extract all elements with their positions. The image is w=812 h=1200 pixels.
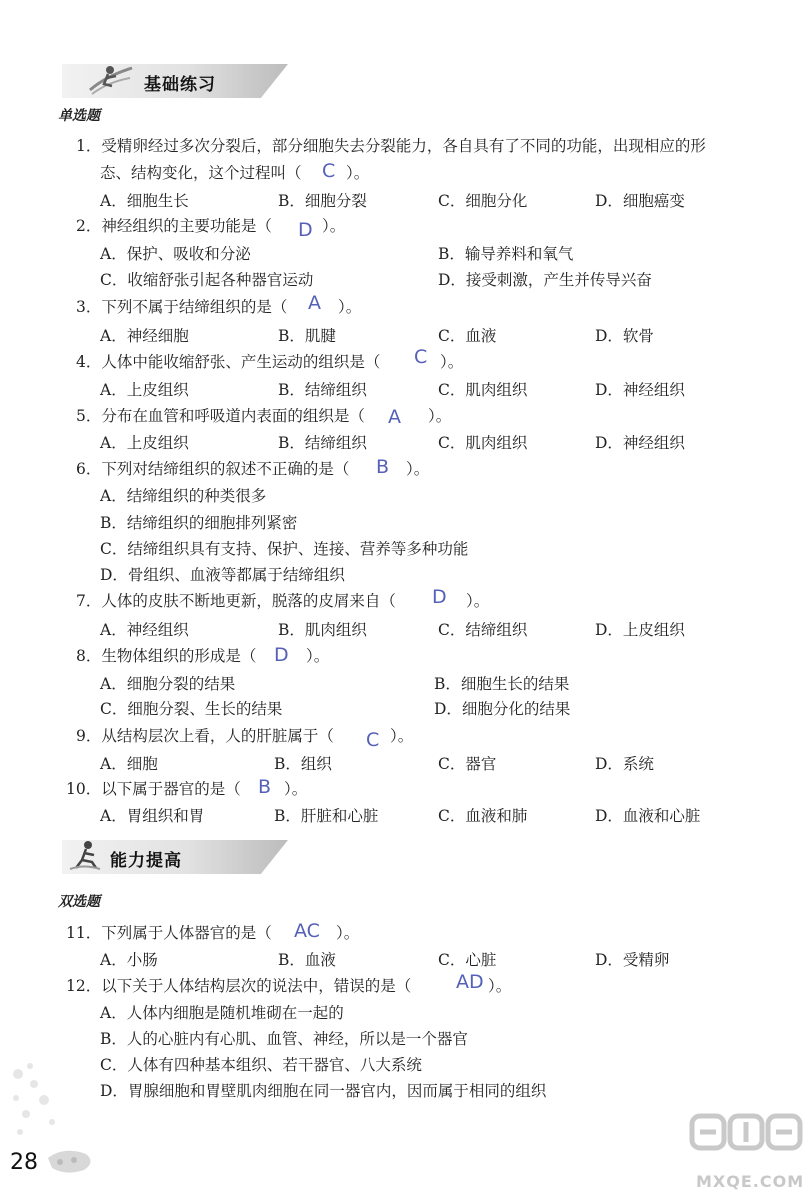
- q11-option-a: A．小肠: [100, 951, 158, 969]
- question-11-tail: ）。: [336, 924, 360, 942]
- question-3-tail: ）。: [338, 298, 362, 316]
- section-title-advanced: 能力提高: [110, 851, 182, 871]
- answer-2: D: [298, 219, 313, 241]
- question-2-stem: 2．神经组织的主要功能是（: [76, 217, 272, 235]
- q2-option-b: B．输导养料和氧气: [438, 245, 574, 263]
- section-title-basic: 基础练习: [144, 75, 216, 95]
- question-6-tail: ）。: [406, 460, 430, 478]
- q10-option-b: B．肝脏和心脏: [274, 807, 379, 825]
- q5-option-d: D．神经组织: [595, 434, 685, 452]
- question-7-stem: 7．人体的皮肤不断地更新，脱落的皮屑来自（: [76, 592, 396, 610]
- question-8-stem: 8．生物体组织的形成是（: [76, 647, 257, 665]
- answer-3: A: [308, 292, 321, 314]
- q4-option-c: C．肌肉组织: [438, 381, 528, 399]
- q12-option-c: C．人体有四种基本组织、若干器官、八大系统: [100, 1056, 422, 1074]
- q2-option-d: D．接受刺激，产生并传导兴奋: [438, 271, 652, 289]
- q4-option-b: B．结缔组织: [278, 381, 367, 399]
- q5-option-c: C．肌肉组织: [438, 434, 528, 452]
- q7-option-d: D．上皮组织: [595, 621, 685, 639]
- q9-option-a: A．细胞: [100, 755, 158, 773]
- reading-figure-icon: [66, 838, 106, 872]
- q5-option-a: A．上皮组织: [100, 434, 189, 452]
- question-2-tail: ）。: [322, 217, 346, 235]
- q3-option-d: D．软骨: [595, 327, 654, 345]
- answer-10: B: [258, 776, 272, 798]
- runner-icon: [86, 62, 136, 96]
- q8-option-d: D．细胞分化的结果: [434, 700, 571, 718]
- question-7-tail: ）。: [466, 592, 490, 610]
- q5-option-b: B．结缔组织: [278, 434, 367, 452]
- answer-7: D: [432, 586, 447, 608]
- section-subtitle-single: 单选题: [58, 108, 100, 124]
- q10-option-d: D．血液和心脏: [595, 807, 701, 825]
- question-10-stem: 10．以下属于器官的是（: [66, 780, 241, 798]
- q9-option-c: C．器官: [438, 755, 497, 773]
- question-1-line2b: ）。: [346, 164, 370, 182]
- question-5-tail: ）。: [428, 407, 452, 425]
- question-12-stem: 12．以下关于人体结构层次的说法中，错误的是（: [66, 977, 412, 995]
- q6-option-d: D．骨组织、血液等都属于结缔组织: [100, 566, 345, 584]
- question-11-stem: 11．下列属于人体器官的是（: [66, 924, 272, 942]
- q12-option-d: D．胃腺细胞和胃壁肌肉细胞在同一器官内，因而属于相同的组织: [100, 1082, 547, 1100]
- q10-option-c: C．血液和肺: [438, 807, 528, 825]
- q8-option-a: A．细胞分裂的结果: [100, 675, 236, 693]
- answer-9: C: [366, 729, 380, 751]
- question-12-tail: ）。: [488, 977, 512, 995]
- q11-option-d: D．受精卵: [595, 951, 670, 969]
- q3-option-b: B．肌腱: [278, 327, 336, 345]
- page-number: 28: [10, 1150, 38, 1175]
- q10-option-a: A．胃组织和胃: [100, 807, 205, 825]
- q7-option-b: B．肌肉组织: [278, 621, 367, 639]
- answer-6: B: [376, 456, 390, 478]
- q2-option-c: C．收缩舒张引起各种器官运动: [100, 271, 314, 289]
- q11-option-c: C．心脏: [438, 951, 497, 969]
- question-1-line1: 1．受精卵经过多次分裂后，部分细胞失去分裂能力，各自具有了不同的功能，出现相应的形: [76, 137, 706, 155]
- q2-option-a: A．保护、吸收和分泌: [100, 245, 251, 263]
- question-6-stem: 6．下列对结缔组织的叙述不正确的是（: [76, 460, 350, 478]
- q6-option-c: C．结缔组织具有支持、保护、连接、营养等多种功能: [100, 540, 469, 558]
- answer-8: D: [274, 644, 289, 666]
- question-4-tail: ）。: [440, 353, 464, 371]
- q7-option-c: C．结缔组织: [438, 621, 528, 639]
- q4-option-a: A．上皮组织: [100, 381, 189, 399]
- q3-option-a: A．神经细胞: [100, 327, 189, 345]
- answer-11: AC: [294, 920, 320, 942]
- section-subtitle-double: 双选题: [58, 894, 100, 910]
- question-9-tail: ）。: [390, 727, 414, 745]
- q1-option-b: B．细胞分裂: [278, 192, 367, 210]
- q1-option-c: C．细胞分化: [438, 192, 528, 210]
- q8-option-b: B．细胞生长的结果: [434, 675, 570, 693]
- q9-option-b: B．组织: [274, 755, 332, 773]
- q12-option-b: B．人的心脏内有心肌、血管、神经，所以是一个器官: [100, 1030, 468, 1048]
- answer-1: C: [322, 160, 336, 182]
- q11-option-b: B．血液: [278, 951, 336, 969]
- q1-option-a: A．细胞生长: [100, 192, 189, 210]
- question-4-stem: 4．人体中能收缩舒张、产生运动的组织是（: [76, 353, 381, 371]
- q1-option-d: D．细胞癌变: [595, 192, 685, 210]
- question-3-stem: 3．下列不属于结缔组织的是（: [76, 298, 288, 316]
- q3-option-c: C．血液: [438, 327, 497, 345]
- question-8-tail: ）。: [306, 647, 330, 665]
- question-5-stem: 5．分布在血管和呼吸道内表面的组织是（: [76, 407, 365, 425]
- question-9-stem: 9．从结构层次上看，人的肝脏属于（: [76, 727, 334, 745]
- q6-option-b: B．结缔组织的细胞排列紧密: [100, 514, 298, 532]
- q6-option-a: A．结缔组织的种类很多: [100, 487, 267, 505]
- q7-option-a: A．神经组织: [100, 621, 189, 639]
- q4-option-d: D．神经组织: [595, 381, 685, 399]
- question-10-tail: ）。: [284, 780, 308, 798]
- q12-option-a: A．人体内细胞是随机堆砌在一起的: [100, 1004, 344, 1022]
- answer-4: C: [414, 346, 428, 368]
- q8-option-c: C．细胞分裂、生长的结果: [100, 700, 283, 718]
- answer-5: A: [388, 406, 401, 428]
- q9-option-d: D．系统: [595, 755, 654, 773]
- watermark-text: MXQE.COM: [696, 1172, 805, 1191]
- answer-12: AD: [456, 971, 484, 993]
- question-1-line2a: 态、结构变化，这个过程叫（: [100, 164, 302, 182]
